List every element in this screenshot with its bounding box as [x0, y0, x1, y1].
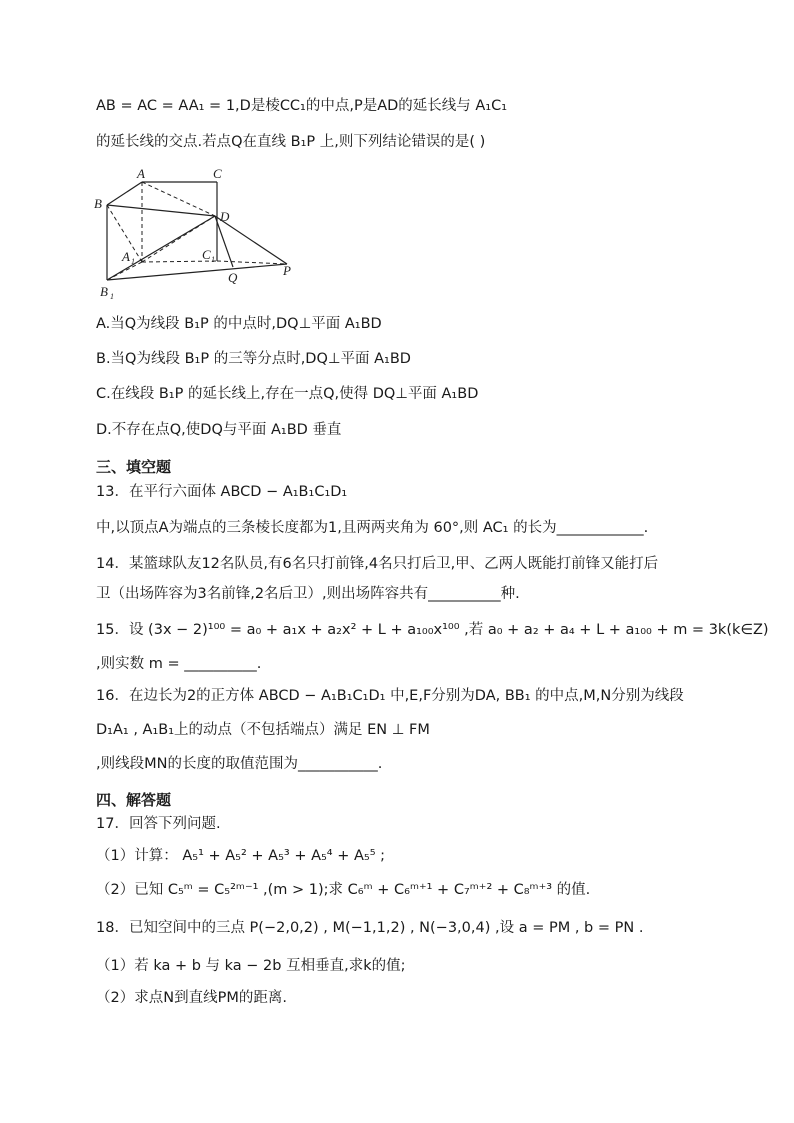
q17-line3: （2）已知 C₅ᵐ = C₅²ᵐ⁻¹ ,(m > 1);求 C₆ᵐ + C₆ᵐ⁺¹ + C₇ᵐ⁺² + C₈ᵐ⁺³ 的值. — [96, 882, 591, 898]
q14-line1: 14．某篮球队友12名队员,有6名只打前锋,4名只打后卫,甲、乙两人既能打前锋又能打后 — [96, 556, 659, 572]
q18-line3: （2）求点N到直线PM的距离. — [96, 990, 287, 1006]
label-Q: Q — [228, 270, 238, 285]
label-C: C — [213, 166, 222, 181]
label-A1: A — [122, 249, 130, 264]
q16-line3: ,则线段MN的长度的取值范围为___________. — [96, 756, 383, 772]
label-A: A — [137, 166, 145, 181]
q15-line1: 15．设 (3x − 2)¹⁰⁰ = a₀ + a₁x + a₂x² + L + a₁₀₀x¹⁰⁰ ,若 a₀ + a₂ + a₄ + L + a₁₀₀ + m = 3k(k∈Z) — [96, 622, 769, 638]
label-B1-sub: 1 — [110, 292, 114, 300]
q14-line2: 卫（出场阵容为3名前锋,2名后卫）,则出场阵容共有__________种. — [96, 586, 520, 602]
problem12-stem-line2: 的延长线的交点.若点Q在直线 B₁P 上,则下列结论错误的是( ) — [96, 134, 486, 150]
q16-line2: D₁A₁ , A₁B₁上的动点（不包括端点）满足 EN ⊥ FM — [96, 722, 430, 738]
q17-line2: （1）计算： A₅¹ + A₅² + A₅³ + A₅⁴ + A₅⁵ ; — [96, 848, 386, 864]
label-B: B — [94, 196, 102, 211]
option-C: C.在线段 B₁P 的延长线上,存在一点Q,使得 DQ⊥平面 A₁BD — [96, 386, 479, 402]
label-D: D — [220, 209, 230, 224]
section-answer-title: 四、解答题 — [96, 791, 172, 809]
q16-line1: 16．在边长为2的正方体 ABCD − A₁B₁C₁D₁ 中,E,F分别为DA, BB₁ 的中点,M,N分别为线段 — [96, 688, 684, 704]
label-B1: B — [100, 284, 108, 299]
q15-line2: ,则实数 m = __________. — [96, 656, 262, 672]
option-B: B.当Q为线段 B₁P 的三等分点时,DQ⊥平面 A₁BD — [96, 351, 411, 367]
q17-line1: 17．回答下列问题. — [96, 816, 221, 832]
section-fill-in-title: 三、填空题 — [96, 458, 172, 476]
problem12-stem-line1: AB = AC = AA₁ = 1,D是棱CC₁的中点,P是AD的延长线与 A₁C₁ — [96, 98, 508, 114]
q18-line1: 18．已知空间中的三点 P(−2,0,2) , M(−1,1,2) , N(−3,0,4) ,设 a = PM , b = PN . — [96, 920, 644, 936]
prism-figure — [92, 165, 307, 300]
label-C1-sub: 1 — [211, 255, 215, 264]
label-C1: C — [202, 247, 211, 262]
q13-line2: 中,以顶点A为端点的三条棱长度都为1,且两两夹角为 60°,则 AC₁ 的长为____________. — [96, 520, 649, 536]
option-A: A.当Q为线段 B₁P 的中点时,DQ⊥平面 A₁BD — [96, 316, 382, 332]
label-P: P — [283, 263, 291, 278]
option-D: D.不存在点Q,使DQ与平面 A₁BD 垂直 — [96, 422, 342, 438]
q18-line2: （1）若 ka + b 与 ka − 2b 互相垂直,求k的值; — [96, 958, 406, 974]
label-A1-sub: 1 — [131, 257, 135, 266]
q13-line1: 13．在平行六面体 ABCD − A₁B₁C₁D₁ — [96, 484, 348, 500]
